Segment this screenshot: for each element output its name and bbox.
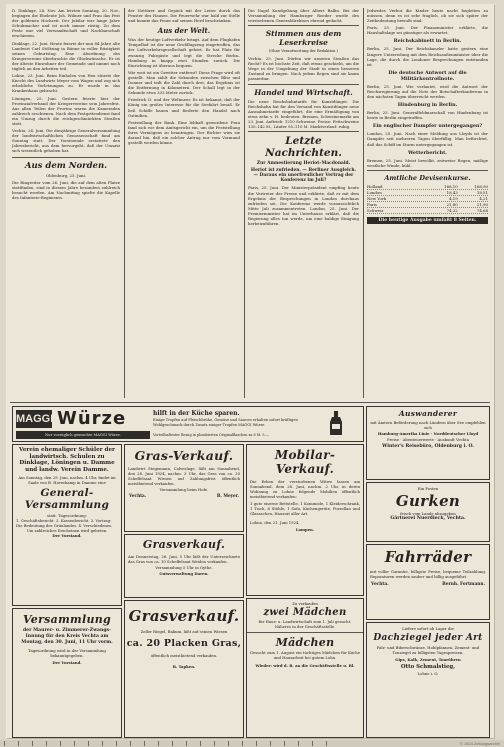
maggi-logo-box (16, 410, 52, 428)
fahrraeder-title: Fahrräder (384, 548, 472, 566)
news-paragraph: Bremen, 25. Juni. Meist bewölkt, zeitweise Regen, mäßige westliche Winde, kühl. (367, 157, 488, 168)
exchange-rate-value: 18,43 (446, 189, 458, 195)
verein-text: Am Sonntag, den 29. Juni, nachm. 4 Uhr, findet im Saale von B. Haverkamp in Damme eine (18, 475, 116, 486)
exchange-rates-table (367, 184, 488, 214)
dachziegel-text: Gips, Kalk, Zement, Tonröhren (395, 657, 461, 662)
news-paragraph: Lohne, 23. Juni. Beim Einholen von Heu stürzte der Knecht des Landwirts Meyer vom Wagen und zog sich erhebliche Verletzungen zu. Er wurde in das Krankenhaus gebracht. (12, 73, 120, 94)
news-paragraph: D. Dinklage, 28. Nov. Am letzten Sonntag, 20. Nov., begingen die Eheleute Joh. Wilmer und Frau das Fest der goldenen Hochzeit. Der Jubilar war lange Jahre Schuhmacher und ist noch immer rüstig. Zu dem Feste war viel Verwandtschaft und Nachbarschaft erschienen. (12, 8, 120, 39)
news-headline: Die deutsche Antwort auf die Militärkontrollnote. (388, 69, 467, 82)
news-paragraph: Wie weit ist ein Gewitter entfernt? Diese Frage wird oft gestellt. Man zählt die Sekunden zwischen Blitz und Donner und teilt die Zahl durch drei; das Ergebnis ist die Entfernung in Kilometern. Der Schall legt in der Sekunde etwa 333 Meter zurück. (128, 69, 240, 96)
exchange-rate-value: 168,10 (444, 183, 458, 189)
mobilar-signature: Lampen. (295, 527, 315, 532)
dachziegel-city: Lohne i. O. (417, 671, 439, 676)
grasverkauf-signature: B. Tapken. (172, 664, 196, 669)
center-right-column (248, 8, 359, 400)
grasverkauf-ad-2 (124, 534, 244, 598)
exchange-rate-value: 21,90 (476, 201, 488, 207)
dateline: Oldenburg, 25. Juni. (45, 172, 87, 178)
auswanderer-advertisement (366, 406, 490, 480)
news-paragraph: Paris, 25. Juni. Der Ministerpräsident empfing heute die Vertreter der Presse und erklärte, daß er mit dem Ergebnis der Besprechungen in London durchaus zufrieden sei. Die Konferenz werde voraussichtlich Mitte Juli zusammentreten. London, 25. Juni. Der Premierminister hat im Unterhause erklärt, daß die Regierung alles tun werde, um eine baldige Einigung herbeizuführen. (248, 185, 359, 227)
grasverkauf-signature: Gutsverwaltung Daren. (159, 571, 209, 576)
exchange-rate-currency: Paris (367, 201, 377, 207)
exchange-rate-value: 74,32 (446, 207, 458, 213)
fahrraeder-text: mit voller Garantie, billigste Preise, bequeme Teilzahlung. Reparaturen werden sauber und billig ausgeführt. (370, 569, 486, 579)
exchange-rate-currency: Holland (367, 183, 383, 189)
gurken-pre: Ein Posten (417, 486, 439, 491)
right-news-column (367, 8, 488, 400)
fahrraeder-footer (367, 579, 489, 587)
news-paragraph: Die Ringreiter vom 26. Juni, die auf dem alten Platze stattfinden, sind in diesem Jahre besonders zahlreich besucht worden. Am Nachmittag spielte die Kapelle des Infanterie-Regiments. (12, 179, 120, 200)
ruler-tick (4, 741, 5, 746)
dachziegel-text: Falz- und Biberschwänze, Hohlpfannen, Zement- und Tonziegel zu billigsten Tagespreisen. (376, 645, 480, 655)
mobilar-date: Lohne, den 21. Juni 1924. (250, 520, 300, 525)
exchange-rate-value: 18,51 (476, 189, 488, 195)
auswanderer-text: Preise · Abenteuerwerte · Auskunft Vechta (387, 437, 469, 442)
exchange-rate-value: 74,68 (476, 207, 488, 213)
news-headline: Reichskabinett in Berlin. (393, 38, 462, 45)
gurken-title: Gurken (395, 492, 461, 510)
grasverkauf-text: Landwirt Stegemann, Calveslage, läßt am Sonnabend, den 28. Juni 1924, nachm. 3 Uhr, das Gras von ca. 20 Scheffelsaat Wiesen auf Zahlungsfrist öffentlich meistbietend verkaufen. (128, 466, 240, 486)
section-divider (247, 632, 363, 633)
versammlung-signature: Der Vorstand. (52, 660, 82, 665)
grasverkauf-text: Versammlung 5 Uhr in Oythe. (155, 565, 213, 570)
maggi-detail: Einige Tropfen auf Fleischbrühe, Gemüse und Saucen erhalten sofort kräftigen Wohlgeschmack durch Zusatz einiger Tropfen MAGGI Würze. (153, 418, 298, 427)
ruler-tick (88, 741, 89, 746)
verein-text: Um zahlreiches Erscheinen wird gebeten. (26, 528, 108, 534)
maedchen-title-2: Mädchen (275, 636, 335, 649)
ruler-tick (46, 741, 47, 746)
versammlung-text: Tagesordnung wird in der Versammlung bekanntgegeben. (28, 648, 106, 658)
maedchen-advertisement (246, 598, 364, 738)
maggi-brand: MAGGI (16, 413, 54, 425)
ruler-tick (74, 741, 75, 746)
verein-agenda: 1. Geschäftsbericht. 2. Kassenbericht. 3. Vortrag: Die Bedeutung des Grünlandes. 4. Verschiedenes. (16, 518, 113, 529)
ruler-tick (18, 741, 19, 746)
maedchen-small: Zu verkaufen (292, 601, 318, 606)
verein-advertisement (12, 444, 122, 606)
auswanderer-lines: Hamburg-Amerika Linie · Norddeutscher Lloyd (377, 431, 479, 436)
grasverkauf-footer (125, 493, 243, 498)
maggi-footer-note: Nur vorzüglich gemischte MAGGI Würze. (16, 431, 150, 439)
gurken-signature: Gärtnerei Nuerdieck, Vechta. (390, 516, 466, 521)
maedchen-contact: Wieder: wird d. B. an die Geschäftsstelle u. Bl. (255, 663, 355, 668)
ruler-tick (228, 741, 229, 746)
archive-label: © 1924 Zeitungsarchiv (459, 741, 500, 746)
section-heading-trade: Handel und Wirtschaft. (254, 87, 353, 97)
news-paragraph: Berlin, 25. Juni. Generalfeldmarschall von Hindenburg ist heute in Berlin eingetroffen. (367, 110, 488, 121)
maggi-footer-note-2: Vorteilhaftester Bezug in plombierten Originalflaschen zu 6 M. 5.— (153, 433, 269, 437)
fahrraeder-place: Vechta. (371, 582, 389, 587)
dachziegel-advertisement (366, 622, 490, 738)
exchange-rate-value: 21,80 (446, 201, 458, 207)
section-heading-world: Aus der Welt. (157, 26, 211, 36)
ruler-tick (256, 741, 257, 746)
grasverkauf-title: Gras-Verkauf. (134, 448, 234, 463)
news-paragraph: Friedrich II. und der Weltmeer. Es ist bekannt, daß der König ein großes Interesse für die Seefahrt besaß. Er ließ Schiffe bauen und förderte den Handel nach Ostindien. (128, 97, 240, 118)
fahrraeder-name: Bernh. Fortmann. (442, 582, 485, 587)
verein-text: statt. Tagesordnung: (47, 513, 87, 519)
dachziegel-signature: Otto Schmalstieg, (400, 664, 456, 670)
archive-ruler-strip (0, 740, 504, 747)
news-paragraph: Vechta, 25. Juni. Dürfen wir unseren Straßen das Recht? Es ist höchste Zeit, daß etwas geschieht, um die Wege in der Umgebung der Stadt in einen besseren Zustand zu bringen. Nach jedem Regen sind sie kaum passierbar. (248, 56, 359, 82)
exchange-rate-currency: London (367, 189, 382, 195)
mobilar-text: Die Erben der verstorbenen Witwe lassen am Sonnabend, dem 28. Juni, nachm. 2 Uhr, in deren Wohnung zu Lohne folgende Mobilien öffentlich meistbietend verkaufen: (250, 479, 360, 499)
news-paragraph: Berlin, 25. Juni. Wie verlautet, wird die Antwort der Reichsregierung auf die Note der Botschafterkonferenz in den nächsten Tagen überreicht werden. (367, 83, 488, 100)
grasverkauf-ad-3 (124, 600, 244, 738)
news-headline: Wetterbericht. (407, 149, 448, 156)
column-rule (363, 8, 364, 398)
maggi-claim: hilft in der Küche sparen. (153, 410, 240, 417)
left-news-column (12, 8, 120, 400)
reisebuero-line: Winter's Reisebüro, Oldenburg i. O. (382, 444, 474, 449)
news-paragraph: Paris, 25. Juni. Der Finanzminister erklärte, die Haushaltslage sei günstiger als erwartet. (367, 25, 488, 36)
edition-notice-box: Die heutige Ausgabe umfaßt 8 Seiten. (367, 217, 488, 224)
news-paragraph: der Nottürer und Gepäck mit der Leiter durch das Fenster des Hauses. Die Feuerwehr war bald zur Stelle und konnte das Feuer auf seinen Herd beschränken. (128, 8, 240, 24)
news-paragraph: London, 25. Juni. Nach einer Meldung aus Lloyds ist der Dampfer seit mehreren Tagen überfällig. Man befürchtet, daß das Schiff im Sturm untergegangen ist. (367, 131, 488, 147)
exchange-rates-heading: Amtliche Devisenkurse. (384, 173, 471, 182)
verein-heading: Verein ehemaliger Schüler der landwirtsch. Schulen zu Dinklage, Löningen u. Damme und landw. Verein Damme. (19, 447, 115, 473)
news-headline: Ein englischer Dampfer untergegangen? (372, 123, 483, 130)
section-subheading: (Ohne Verantwortung der Redaktion.) (268, 49, 339, 54)
ruler-tick (200, 741, 201, 746)
grasverkauf-place: Vechta. (129, 493, 147, 498)
gurken-text: frisch vom Lande abzugeben (400, 511, 456, 516)
news-paragraph: Berlin, 25. Juni. Der Reichskanzler hatte gestern eine längere Unterredung mit dem Reichsaußenminister über die Lage, die durch die Londoner Besprechungen entstanden ist. (367, 46, 488, 67)
latest-subheading: Zur Amnestierung Heriot–Macdonald. (256, 161, 351, 167)
news-paragraph: Was der heutige Luftverkehr bringt. Auf dem Flughafen Tempelhof ist der neue Großflugzeug eingetroffen, das der Luftverkehrsgesellschaft gehört. Es hat Platz für zwanzig Fahrgäste und legt die Strecke Berlin–Hamburg in knapp zwei Stunden zurück. Die Einrichtung ist überaus bequem. (128, 37, 240, 68)
news-paragraph: Jedwedes Verbot die Kinder heute nacht begleiten zu müssen, denn es ist sehr fraglich, ob sie sich später der Zeitbedeutung bewußt sind. (367, 8, 488, 24)
grasverkauf-ad-1 (124, 444, 244, 532)
maggi-advertisement (12, 406, 364, 442)
exchange-rate-value: 4,19 (449, 195, 458, 201)
mobilar-items: 1 gute eiserne Bettstelle, 1 Kommode, 1 Kleiderschrank, 1 Tisch, 6 Stühle, 1 Sofa, Küchengeräte, Porzellan und Glassachen, Hausrat aller Art. (250, 501, 360, 516)
news-paragraph: Dinklage, 22. Juni. Heute feierte der nun 84 Jahre alte Landwirt Carl Stöltzing in Bünne in voller Rüstigkeit seinen Geburtstag. Eine Abordnung des Kriegervereins überbrachte die Glückwünsche. Er ist der älteste Einwohner der Gemeinde und nimmt noch täglich an den Arbeiten teil. (12, 40, 120, 72)
grasverkauf-title: Grasverkauf. (128, 607, 240, 625)
ruler-tick (32, 741, 33, 746)
news-paragraph: Die Nagel Kundgebung über Albert Ballin. Bei der Versammlung der Hamburger Reeder wurde des verstorbenen Generaldirektors ehrend gedacht. (248, 8, 359, 24)
ruler-tick (312, 741, 313, 746)
versammlung-text: der Maurer- u. Zimmerer-Zwangs-Innung für den Kreis Vechta am Montag, den 30. Juni, 11 Uhr vorm. (21, 628, 113, 645)
maedchen-text: für Haus- u. Landwirtschaft zum 1. Juli gesucht. Näheres in der Geschäftsstelle. (258, 619, 352, 629)
verein-title: General-Versammlung (24, 487, 110, 512)
grasverkauf-name: B. Meyer. (216, 493, 239, 498)
news-paragraph: Löningen, 25. Juni. Gestern feierte hier der Provinzialverband der Kriegervereine sein Jahresfest. Aus allen Teilen der Provinz waren die Kameraden zahlreich erschienen. Nach dem Festgottesdienst fand ein Umzug durch die reichgeschmückten Straßen statt. (12, 95, 120, 126)
auswanderer-title: Auswanderer (398, 409, 458, 418)
mobilar-title: Mobilar-Verkauf. (274, 448, 336, 476)
ruler-tick (130, 741, 131, 746)
latest-subheading: Heriot ist zufrieden. — Berliner Ausgleich. — Daraus ein unerfreulicher Vertrag der Konferenz im Juli? (250, 168, 357, 184)
exchange-rate-value: 4,21 (479, 195, 488, 201)
ruler-tick (172, 741, 173, 746)
mobilar-advertisement (246, 444, 364, 596)
gurken-advertisement (366, 482, 490, 542)
center-news-column (128, 8, 240, 400)
news-headline: Hindenburg in Berlin. (397, 102, 458, 109)
ruler-tick (270, 741, 271, 746)
section-heading-latest: Letzte Nachrichten. (265, 135, 342, 160)
exchange-rate-currency: New York (367, 195, 387, 201)
ruler-tick (298, 741, 299, 746)
ruler-tick (144, 741, 145, 746)
section-heading-north: Aus dem Norden. (24, 160, 108, 171)
ruler-tick (326, 741, 327, 746)
column-rule (244, 8, 245, 398)
grasverkauf-text: Zeller Riegel, Bakum, läßt auf seinen Wiesen (140, 629, 228, 634)
column-rule (124, 8, 125, 398)
ruler-tick (242, 741, 243, 746)
section-divider (248, 84, 359, 85)
grasverkauf-title: Grasverkauf. (142, 538, 226, 551)
verein-signature: Der Vorstand. (52, 533, 82, 539)
grasverkauf-text: öffentlich meistbietend verkaufen. (150, 653, 218, 658)
dachziegel-intro: Liefere sofort ab Lager die (402, 626, 454, 631)
grasverkauf-text: Versammlung beim Hofe. (159, 487, 209, 492)
maedchen-title: zwei Mädchen (263, 607, 347, 618)
dachziegel-title: Dachziegel jeder Art (373, 633, 483, 643)
ruler-tick (158, 741, 159, 746)
versammlung-advertisement (12, 608, 122, 738)
exchange-rate-row (367, 208, 488, 214)
section-divider (12, 157, 120, 158)
ruler-tick (116, 741, 117, 746)
ruler-tick (186, 741, 187, 746)
news-paragraph: Vechta, 24. Juni. Die diesjährige Generalversammlung der landwirtschaftlichen Genossenschaft fand am Sonntag statt. Der Vorsitzende erstattete den Jahresbericht, aus dem hervorgeht, daß der Umsatz sich wesentlich gehoben hat. (12, 128, 120, 154)
section-divider (248, 25, 359, 26)
exchange-rate-currency: Schweiz (367, 207, 384, 213)
grasverkauf-amount: ca. 20 Placken Gras, (126, 638, 242, 649)
section-heading-readers: Stimmen aus dem Leserkreise (265, 29, 342, 48)
news-paragraph: Die neue Reichsbahntarife für Kunstdünger. Die Reichsbahn hat für den Versand von Kunstdünger neue Ausnahmetarife eingeführt, die eine Ermäßigung von etwa zehn v. H. bedeuten. Bremen, Schweinemarkt am 23. Juni. Auftrieb: 1210 Schweine. Preise: Fettschweine 130–142 M., Läufer 95–110 M. Marktverlauf: ruhig. (248, 98, 359, 130)
ruler-tick (214, 741, 215, 746)
newspaper-page (6, 4, 494, 738)
section-divider (367, 170, 488, 171)
auswanderer-text: mit Ämtern Beförderung nach Ländern über See empfehlen sich (370, 420, 486, 430)
maggi-product-word: Würze (57, 408, 127, 429)
ruler-tick (60, 741, 61, 746)
section-divider (10, 402, 490, 403)
maedchen-text: Gesucht zum 1. August ein tüchtiges Mädchen für Küche und Hausarbeit bei gutem Lohn. (250, 650, 360, 660)
exchange-rate-value: 168,90 (474, 183, 488, 189)
ruler-tick (102, 741, 103, 746)
grasverkauf-text: Am Donnerstag, 26. Juni, 5 Uhr läßt der Unterzeichnete das Gras von ca. 10 Scheffelsaat Weiden verkaufen. (128, 554, 240, 564)
ruler-tick (284, 741, 285, 746)
versammlung-title: Versammlung (22, 613, 112, 626)
fahrraeder-advertisement (366, 544, 490, 620)
section-divider (248, 131, 359, 132)
news-paragraph: Feststellung der Bank. Eine lebhaft gewordene Frau fand sich vor dem Amtsgericht ein, um die Feststellung ihres Vermögens zu beantragen. Der Richter wies sie darauf hin, daß ein solcher Antrag nur vom Vormund gestellt werden könne. (128, 119, 240, 146)
